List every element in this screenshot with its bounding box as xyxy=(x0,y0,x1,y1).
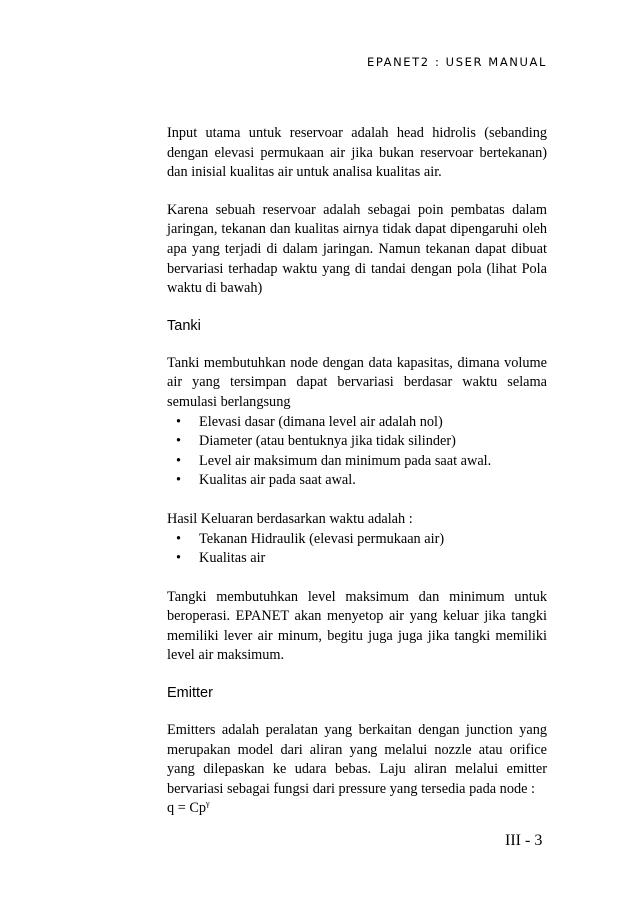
bullet-icon: • xyxy=(176,530,182,547)
paragraph-reservoir-input: Input utama untuk reservoar adalah head hidrolis (sebanding dengan elevasi permukaan air jika bukan reservoar bertekanan) dan inisial kualitas air untuk analisa kualitas air. xyxy=(167,125,547,181)
paragraph-emitter: Emitters adalah peralatan yang berkaitan dengan junction yang merupakan model dari aliran yang melalui nozzle atau orifice yang dilepaskan ke udara bebas. Laju aliran melalui emitter bervariasi sebagai fungsi dari pressure yang tersedia pada node : xyxy=(167,722,547,797)
page-number: III - 3 xyxy=(505,832,543,849)
tanki-output-list xyxy=(167,530,547,569)
bullet-icon: • xyxy=(176,472,182,489)
bullet-icon: • xyxy=(176,433,182,450)
list-item xyxy=(167,452,547,472)
list-item-text: Tekanan Hidraulik (elevasi permukaan air) xyxy=(199,530,445,547)
list-item xyxy=(167,530,547,550)
paragraph-reservoir-boundary: Karena sebuah reservoar adalah sebagai poin pembatas dalam jaringan, tekanan dan kualitas airnya tidak dapat dipengaruhi oleh apa yang terjadi di dalam jaringan. Namun tekanan dapat dibuat bervariasi terhadap waktu yang di tandai dengan pola (lihat Pola waktu di bawah) xyxy=(167,201,547,297)
list-item xyxy=(167,471,547,491)
bullet-icon: • xyxy=(176,413,182,430)
running-header: EPANET2 : USER MANUAL xyxy=(366,55,547,69)
section-heading-tanki: Tanki xyxy=(167,317,201,334)
section-heading-emitter: Emitter xyxy=(167,685,213,702)
list-item-text: Kualitas air xyxy=(199,550,266,567)
paragraph-tanki-intro: Tanki membutuhkan node dengan data kapasitas, dimana volume air yang tersimpan dapat bervariasi berdasar waktu selama semulasi berlangsung xyxy=(167,354,547,410)
paragraph-tanki-note: Tangki membutuhkan level maksimum dan minimum untuk beroperasi. EPANET akan menyetop air yang keluar jika tangki memiliki lever air minum, begitu juga juga jika tangki memiliki level air maksimum. xyxy=(167,588,547,664)
list-item xyxy=(167,413,547,433)
tanki-input-list xyxy=(167,413,547,491)
list-item-text: Level air maksimum dan minimum pada saat awal. xyxy=(199,452,492,469)
bullet-icon: • xyxy=(176,452,182,469)
list-item xyxy=(167,432,547,452)
formula-exponent: γ xyxy=(206,799,210,809)
formula-base: q = Cp xyxy=(167,800,207,817)
list-item-text: Elevasi dasar (dimana level air adalah nol) xyxy=(199,413,443,430)
emitter-formula xyxy=(167,799,547,819)
list-item xyxy=(167,549,547,569)
list-item-text: Kualitas air pada saat awal. xyxy=(199,472,356,489)
page-body xyxy=(167,124,547,819)
list-item-text: Diameter (atau bentuknya jika tidak silinder) xyxy=(199,433,456,450)
bullet-icon: • xyxy=(176,550,182,567)
paragraph-output-intro: Hasil Keluaran berdasarkan waktu adalah : xyxy=(167,510,413,527)
